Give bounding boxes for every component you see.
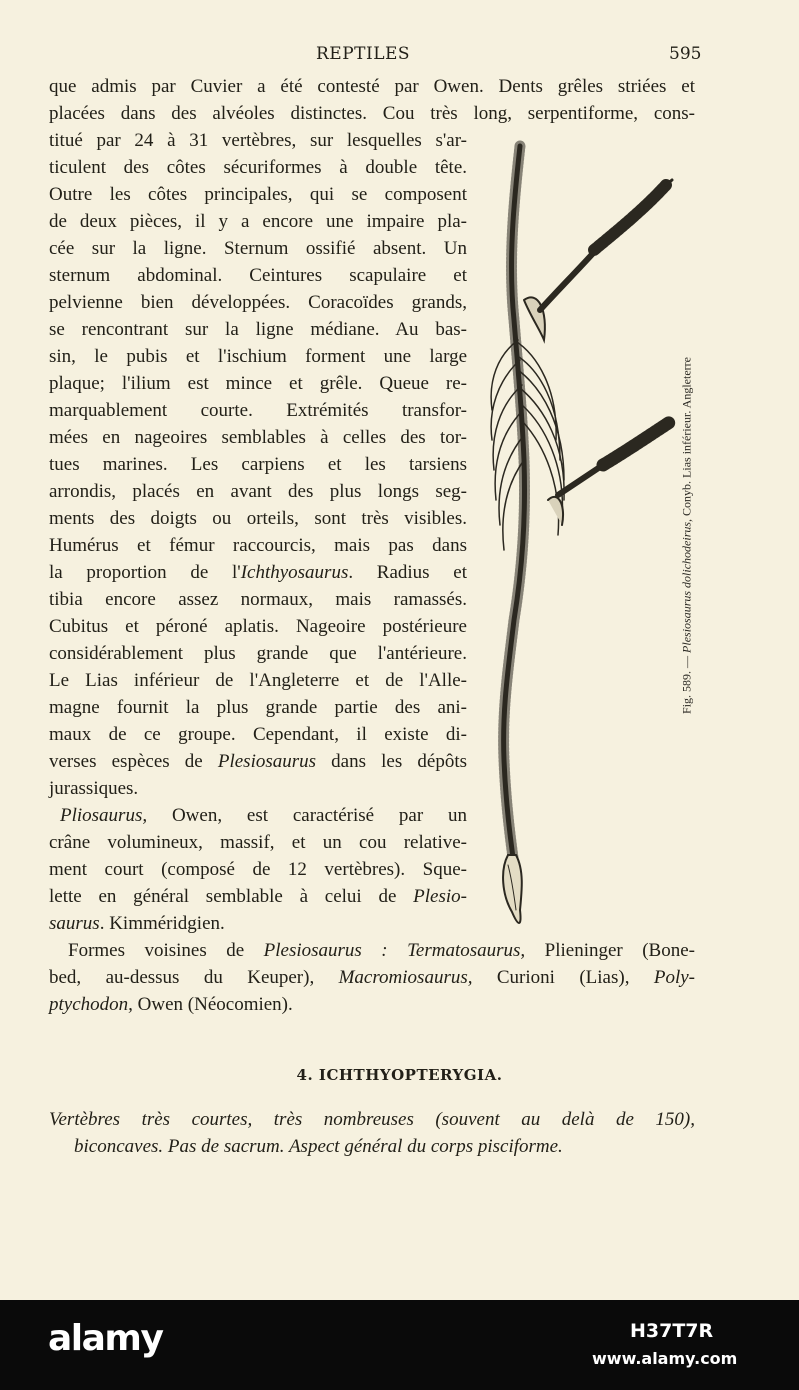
taxon-name: saurus [49,913,100,934]
running-header: REPTILES [316,44,411,64]
text-line: Cubitus et péroné aplatis. Nageoire postérieure [49,616,467,637]
text-line: mées en nageoires semblables à celles des tor- [49,427,467,448]
text-line: tibia encore assez normaux, mais ramassés. [49,589,467,610]
text-line: considérablement plus grande que l'antérieure. [49,643,467,664]
plesiosaurus-skeleton-figure [478,140,678,940]
text-line: magne fournit la plus grande partie des ani- [49,697,467,718]
taxon-name: ptychodon, [49,994,133,1015]
taxon-name: Ichthyosaurus [240,562,349,583]
image-id: H37T7R [630,1320,714,1342]
text-line: ticulent des côtes sécuriformes à double tête. [49,157,467,178]
text-line: Outre les côtes principales, qui se composent [49,184,467,205]
text-line: Humérus et fémur raccourcis, mais pas dans [49,535,467,556]
text-line: sin, le pubis et l'ischium forment une large [49,346,467,367]
section-text-line: Vertèbres très courtes, très nombreuses (souvent au delà de 150), [49,1109,695,1130]
text-line: de deux pièces, il y a encore une impaire pla- [49,211,467,232]
text-line: titué par 24 à 31 vertèbres, sur lesquelles s'ar- [49,130,467,151]
text-line: la proportion de l'Ichthyosaurus. Radius et [49,562,467,583]
alamy-logo: alamy [48,1318,163,1359]
taxon-name: Pliosaurus, [60,805,148,826]
text-line: tues marines. Les carpiens et les tarsiens [49,454,467,475]
figure-caption: Fig. 589. — Plesiosaurus dolichodeirus, Conyb. Lias inférieur. Angleterre [679,357,694,714]
text-line: crâne volumineux, massif, et un cou relative- [49,832,467,853]
text-line: se rencontrant sur la ligne médiane. Au bas- [49,319,467,340]
taxon-name: Macromiosaurus, [338,967,473,988]
section-heading: 4. ICHTHYOPTERYGIA. [296,1066,503,1084]
text-line: arrondis, placés en avant des plus longs seg- [49,481,467,502]
taxon-name: Plesiosaurus : Termatosaurus, [263,940,526,961]
text-line: ment court (composé de 12 vertèbres). Sque- [49,859,467,880]
taxon-name: Plesiosaurus [217,751,317,772]
section-text-line: biconcaves. Pas de sacrum. Aspect général du corps pisciforme. [74,1136,563,1157]
text-line: saurus. Kimméridgien. [49,913,225,934]
text-line: lette en général semblable à celui de Plesio- [49,886,467,907]
text-line: pelvienne bien développées. Coracoïdes grands, [49,292,467,313]
text-line: sternum abdominal. Ceintures scapulaire et [49,265,467,286]
text-line: ptychodon, Owen (Néocomien). [49,994,293,1015]
text-line: jurassiques. [49,778,139,799]
text-line: marquablement courte. Extrémités transfor- [49,400,467,421]
text-line: cée sur la ligne. Sternum ossifié absent. Un [49,238,467,259]
page-number: 595 [669,44,702,64]
text-line: Pliosaurus, Owen, est caractérisé par un [60,805,467,826]
text-line: verses espèces de Plesiosaurus dans les dépôts [49,751,468,772]
site-url: www.alamy.com [592,1349,738,1368]
text-line: placées dans des alvéoles distinctes. Cou très long, serpentiforme, cons- [49,103,695,124]
text-line: ments des doigts ou orteils, sont très visibles. [49,508,467,529]
text-line: plaque; l'ilium est mince et grêle. Queue re- [49,373,467,394]
taxon-name: Plesio- [413,886,467,907]
taxon-name: Poly- [653,967,695,988]
text-line: maux de ce groupe. Cependant, il existe di- [49,724,467,745]
text-line: Le Lias inférieur de l'Angleterre et de l'Alle- [49,670,467,691]
text-line: Formes voisines de Plesiosaurus : Termatosaurus, Plieninger (Bone- [68,940,695,961]
text-line: que admis par Cuvier a été contesté par Owen. Dents grêles striées et [49,76,695,97]
text-line: bed, au-dessus du Keuper), Macromiosaurus, Curioni (Lias), Poly- [49,967,695,988]
